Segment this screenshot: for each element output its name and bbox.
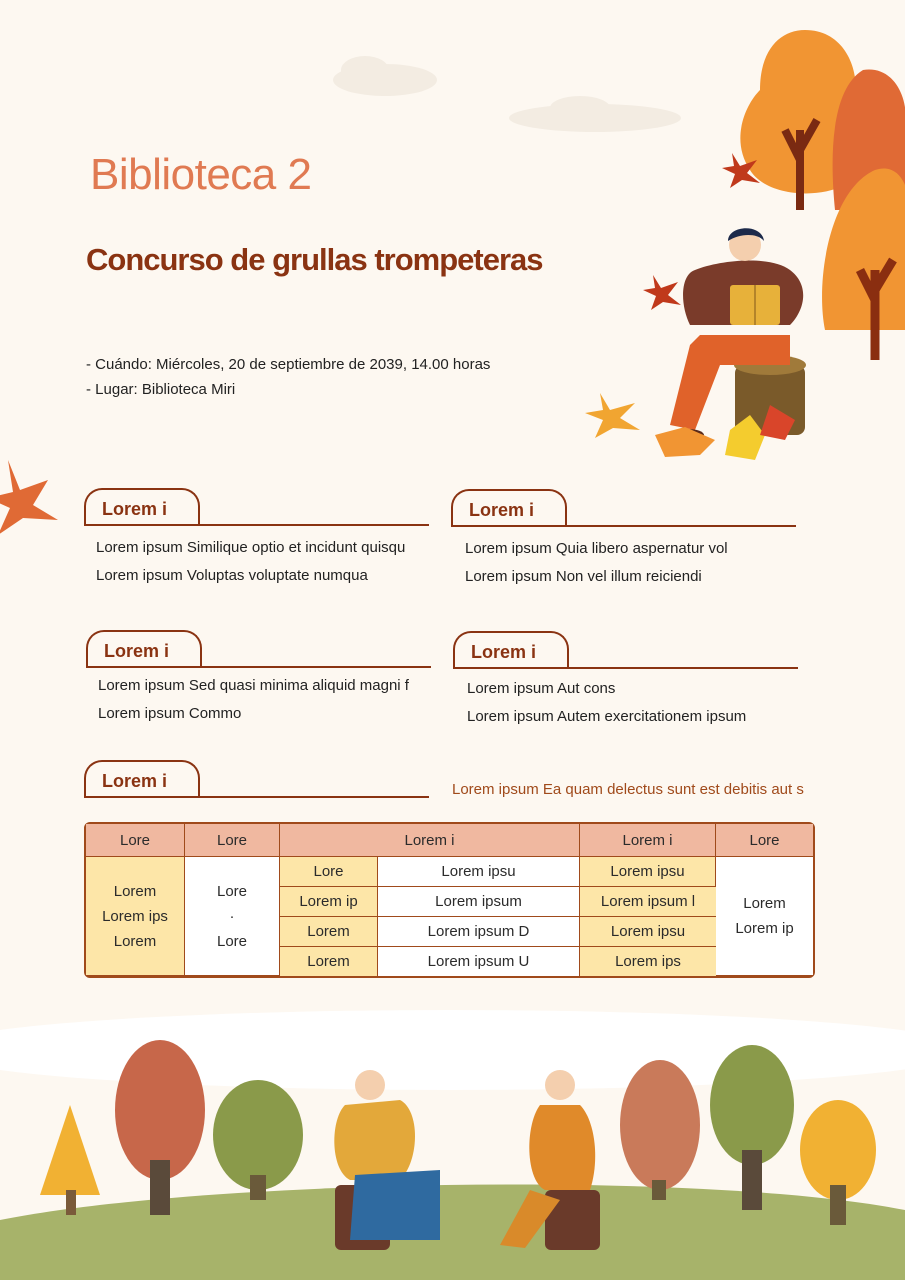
maple-leaf-icon <box>643 270 683 310</box>
table-cell: Lorem ipsum l <box>580 887 716 917</box>
section-line: Lorem ipsum Quia libero aspernatur vol <box>465 540 728 557</box>
maple-leaf-icon <box>585 388 645 438</box>
table-header-cell: Lorem i <box>580 824 716 857</box>
section-line: Lorem ipsum Voluptas voluptate numqua <box>96 567 368 584</box>
table-cell: Lorem ips <box>580 947 716 976</box>
table-cell: Lorem ipsu <box>580 857 716 887</box>
section-line: Lorem ipsum Autem exercitationem ipsum <box>467 708 747 725</box>
table-cell: Lore <box>216 932 248 950</box>
autumn-landscape-illustration <box>0 1010 905 1280</box>
maple-leaf-icon <box>722 148 762 188</box>
section-label: Lorem i <box>84 488 200 524</box>
table-header-cell: Lore <box>86 824 185 857</box>
table-row <box>86 857 813 887</box>
schedule-table <box>84 822 815 978</box>
page-title: Biblioteca 2 <box>90 150 312 199</box>
section-label: Lorem i <box>451 489 567 525</box>
table-cell: Lorem ip <box>735 920 794 937</box>
section-line: Lorem ipsum Non vel illum reiciendi <box>465 568 702 585</box>
table-cell: Lorem ip <box>280 887 378 917</box>
table-cell: Lorem ipsum <box>378 887 580 917</box>
table-cell: Lorem ips <box>102 907 168 925</box>
maple-leaf-icon <box>0 450 68 540</box>
table-cell: · <box>229 907 235 925</box>
table-cell: Lorem ipsum U <box>378 947 580 976</box>
section-label: Lorem i <box>86 630 202 666</box>
table-cell: Lorem ipsum D <box>378 917 580 947</box>
maple-leaf-icon <box>645 395 795 465</box>
section-line: Lorem ipsum Similique optio et incidunt quisqu <box>96 539 406 556</box>
table-cell: Lorem <box>280 947 378 976</box>
table-cell: Lorem ipsu <box>580 917 716 947</box>
table-cell: Lorem <box>280 917 378 947</box>
section-5 <box>84 760 429 796</box>
table-cell: Lorem ipsu <box>378 857 580 887</box>
table-cell-group <box>86 857 185 976</box>
section-4 <box>453 631 798 731</box>
table-cell: Lorem <box>113 932 157 950</box>
section-label: Lorem i <box>84 760 200 796</box>
event-info <box>86 352 490 402</box>
table-cell: Lore <box>216 882 248 900</box>
table-cell: Lorem <box>113 882 157 900</box>
section-2 <box>451 489 796 591</box>
table-cell: Lorem <box>743 895 786 912</box>
table-cell: Lore <box>280 857 378 887</box>
table-cell-group <box>185 857 280 976</box>
table-cell-group <box>716 857 813 976</box>
event-when: - Cuándo: Miércoles, 20 de septiembre de 2039, 14.00 horas <box>86 356 491 373</box>
section-line: Lorem ipsum Commo <box>98 705 242 722</box>
table-header-cell: Lore <box>185 824 280 857</box>
table-header-cell: Lore <box>716 824 813 857</box>
section-3 <box>86 630 431 728</box>
section-line: Lorem ipsum Sed quasi minima aliquid magni f <box>98 677 409 694</box>
section-label: Lorem i <box>453 631 569 667</box>
event-where: - Lugar: Biblioteca Miri <box>86 381 236 398</box>
event-title: Concurso de grullas trompeteras <box>86 242 543 277</box>
section-side-text: Lorem ipsum Ea quam delectus sunt est debitis aut s <box>452 781 804 798</box>
section-1 <box>84 488 429 590</box>
table-header-row <box>86 824 813 857</box>
table-header-cell: Lorem i <box>280 824 580 857</box>
section-line: Lorem ipsum Aut cons <box>467 680 616 697</box>
